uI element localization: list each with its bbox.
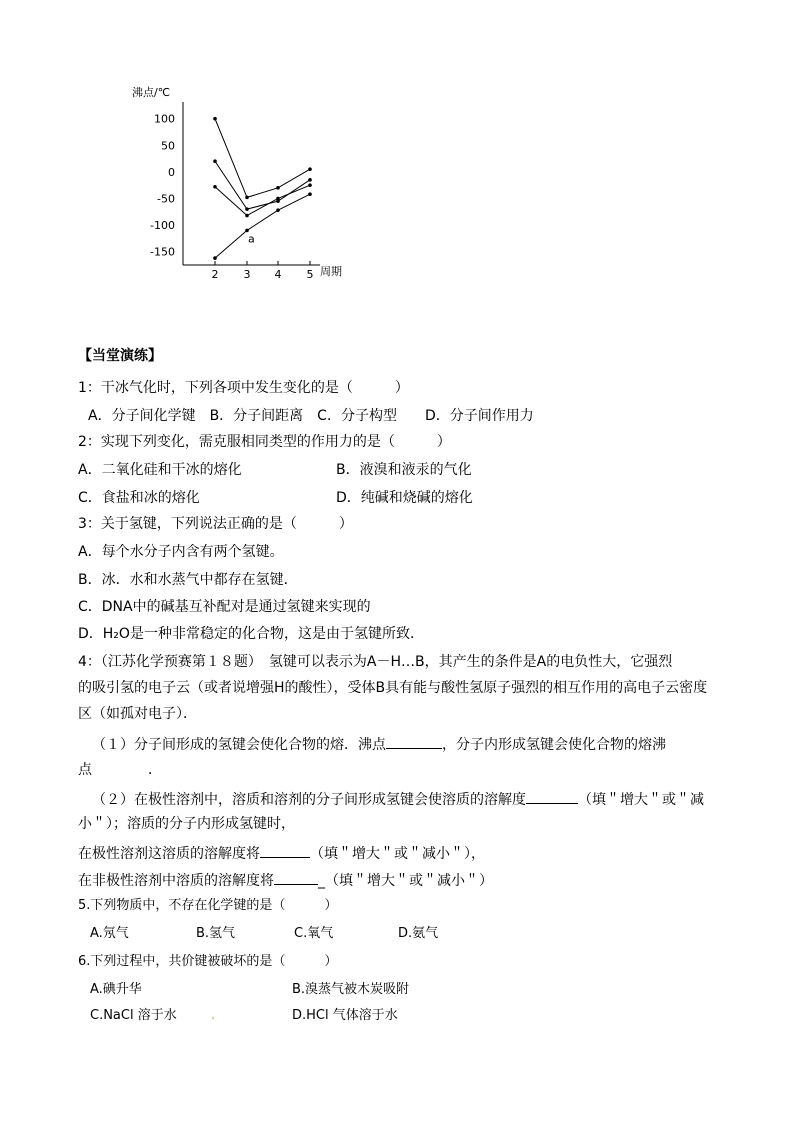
- question-4-polar: [78, 843, 485, 863]
- question-5-option-b: B.氢气: [196, 926, 236, 941]
- question-4-part-1-text-a: （１）分子间形成的氢键会使化合物的熔．沸点: [92, 737, 386, 753]
- question-3-option-c: C．DNA中的碱基互补配对是通过氢键来实现的: [78, 599, 371, 615]
- answer-blank[interactable]: [386, 734, 442, 749]
- question-6: 6.下列过程中，共价键被破坏的是（ ）: [78, 954, 338, 969]
- data-point: [276, 197, 280, 201]
- data-point: [308, 183, 312, 187]
- data-point: [308, 167, 312, 171]
- answer-blank[interactable]: [260, 843, 310, 858]
- question-4-line-2: 的吸引氢的电子云（或者说增强H的酸性），受体B具有能与酸性氢原子强烈的相互作用的高电子云密度: [78, 680, 708, 696]
- question-4-nonpolar-text: 在非极性溶剂中溶质的溶解度将: [78, 873, 274, 889]
- section-title: 【当堂演练】: [78, 348, 162, 364]
- question-5: 5.下列物质中，不存在化学键的是（ ）: [78, 898, 338, 913]
- data-point: [245, 196, 249, 200]
- data-point: [245, 207, 249, 211]
- question-4-part-1: [92, 734, 666, 754]
- x-tick-label: 2: [211, 268, 219, 281]
- question-4-part-1-text-b: ，分子内形成氢键会使化合物的熔沸: [442, 737, 666, 753]
- question-4-part-2: [92, 789, 704, 809]
- question-6-option-b: B.溴蒸气被木炭吸附: [292, 982, 410, 997]
- question-1-options: A．分子间化学键 B．分子间距离 C．分子构型 D．分子间作用力: [88, 408, 534, 424]
- question-4-line-3: 区（如孤对电子）．: [78, 706, 197, 722]
- data-point: [245, 214, 249, 218]
- question-4-nonpolar: [78, 870, 493, 890]
- question-6-option-a: A.碘升华: [90, 982, 142, 997]
- question-4-line-1: 4：（江苏化学预赛第１８题） 氢键可以表示为A－H…B，其产生的条件是A的电负性大，它强烈: [78, 654, 673, 670]
- question-4-polar-text: 在极性溶剂这溶质的溶解度将: [78, 846, 260, 862]
- question-2-option-d: D．纯碱和烧碱的熔化: [336, 490, 473, 506]
- answer-blank[interactable]: [274, 870, 318, 885]
- y-tick-label: -50: [157, 192, 175, 206]
- answer-blank[interactable]: [526, 789, 578, 804]
- y-tick-label: -150: [150, 245, 175, 259]
- question-4-part-1-end: 点 ．: [78, 762, 162, 778]
- question-2-option-b: B．液溴和液汞的气化: [336, 462, 472, 478]
- question-5-option-c: C.氧气: [294, 926, 334, 941]
- data-point: [213, 185, 217, 189]
- data-point: [276, 208, 280, 212]
- data-point: [308, 178, 312, 182]
- data-point: [213, 117, 217, 121]
- question-6-option-d: D.HCl 气体溶于水: [292, 1008, 398, 1023]
- data-point: [213, 159, 217, 163]
- data-point: [308, 192, 312, 196]
- stray-dot-mark: .: [211, 1008, 216, 1023]
- question-3-option-a: A．每个水分子内含有两个氢键。: [78, 544, 284, 560]
- question-5-option-a: A.氖气: [90, 926, 129, 941]
- y-axis-label: 沸点/℃: [132, 86, 171, 99]
- question-3: 3：关于氢键，下列说法正确的是（ ）: [78, 516, 353, 532]
- x-tick-label: 5: [306, 268, 314, 281]
- question-4-nonpolar-hint: _（填＂增大＂或＂减小＂）: [318, 873, 493, 889]
- x-tick-label: 3: [243, 268, 251, 281]
- question-4-part-2-end: 小＂）；溶质的分子内形成氢键时，: [78, 816, 295, 832]
- y-tick-label: 50: [161, 139, 175, 153]
- y-tick-label: -100: [150, 219, 175, 233]
- question-1: 1：干冰气化时，下列各项中发生变化的是（ ）: [78, 380, 409, 396]
- question-2-option-c: C．食盐和冰的熔化: [78, 490, 200, 506]
- question-6-option-c: C.NaCl 溶于水: [90, 1008, 177, 1023]
- series-line-1: [215, 119, 310, 198]
- data-point: [276, 186, 280, 190]
- question-4-part-2-text-b: （填＂增大＂或＂减: [578, 792, 704, 808]
- question-3-option-b: B．冰．水和水蒸气中都存在氢键．: [78, 572, 298, 588]
- series-line-4: [215, 194, 310, 258]
- chart-series: [213, 117, 312, 260]
- y-tick-label: 100: [154, 112, 175, 126]
- question-2-option-a: A．二氧化硅和干冰的熔化: [78, 462, 242, 478]
- question-5-option-d: D.氨气: [398, 926, 439, 941]
- series-line-2: [215, 161, 310, 209]
- x-tick-label: 4: [274, 268, 282, 281]
- question-3-option-d: D．H₂O是一种非常稳定的化合物，这是由于氢键所致．: [78, 626, 424, 642]
- boiling-point-chart: [120, 80, 360, 290]
- question-4-polar-hint: （填＂增大＂或＂减小＂），: [310, 846, 485, 862]
- question-2: 2：实现下列变化，需克服相同类型的作用力的是（ ）: [78, 434, 451, 450]
- question-4-part-2-text-a: （２）在极性溶剂中，溶质和溶剂的分子间形成氢键会使溶质的溶解度: [92, 792, 526, 808]
- data-point: [213, 256, 217, 260]
- chart-ticks: [150, 113, 313, 281]
- x-axis-label: 周期: [320, 265, 342, 278]
- y-tick-label: 0: [168, 165, 175, 179]
- series-annotation-a: a: [248, 232, 255, 246]
